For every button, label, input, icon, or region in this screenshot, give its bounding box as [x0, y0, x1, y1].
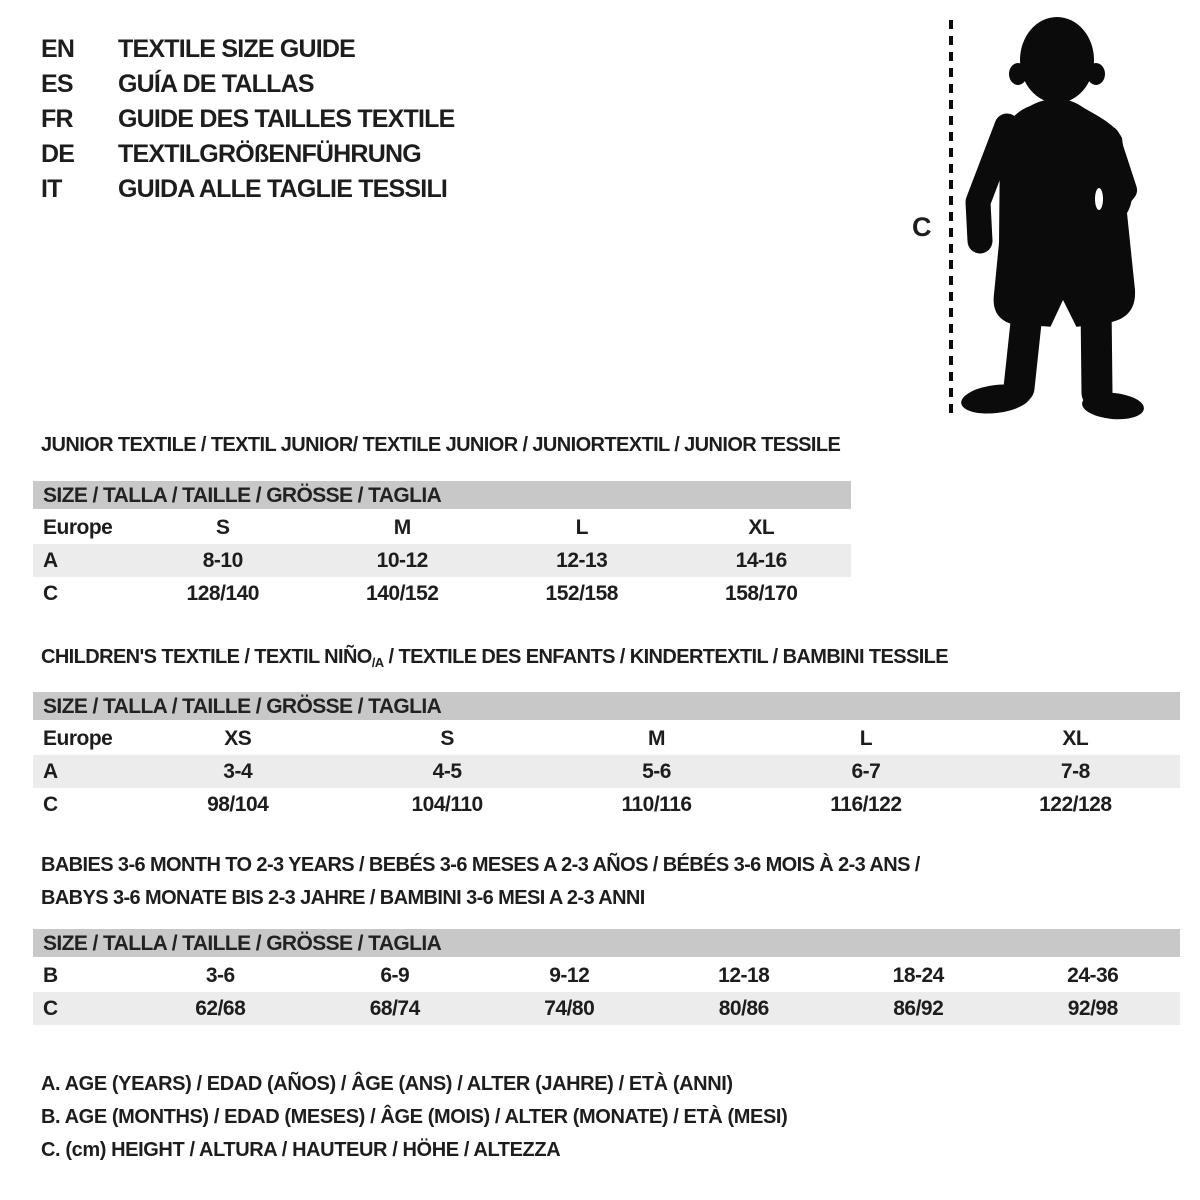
footnote-height-cm: C. (cm) HEIGHT / ALTURA / HAUTEUR / HÖHE / ALTEZZA: [41, 1139, 561, 1161]
size-header-bar: SIZE / TALLA / TAILLE / GRÖSSE / TAGLIA: [33, 692, 1180, 720]
language-code: EN: [41, 35, 75, 63]
table-row: [33, 959, 1180, 992]
table-cell: 104/110: [411, 793, 483, 816]
table-cell: 98/104: [207, 793, 269, 816]
junior-size-table: [33, 481, 851, 610]
table-row: [33, 577, 851, 610]
table-cell: 7-8: [1060, 760, 1090, 783]
table-cell: S: [215, 516, 230, 539]
language-title: GUIDE DES TAILLES TEXTILE: [118, 105, 455, 133]
row-label: A: [43, 760, 58, 783]
table-cell: 158/170: [725, 582, 798, 605]
children-size-table: [33, 692, 1180, 821]
row-label: A: [43, 549, 58, 572]
footnotes-block: [41, 1068, 787, 1167]
table-cell: 92/98: [1067, 997, 1118, 1020]
children-section-title: [41, 646, 948, 670]
table-cell: 10-12: [376, 549, 428, 572]
table-cell: XL: [748, 516, 775, 539]
table-cell: 24-36: [1067, 964, 1119, 987]
language-title: TEXTILGRÖßENFÜHRUNG: [118, 140, 421, 168]
table-cell: 18-24: [892, 964, 944, 987]
babies-title-line1: BABIES 3-6 MONTH TO 2-3 YEARS / BEBÉS 3-6 MESES A 2-3 AÑOS / BÉBÉS 3-6 MOIS À 2-3 ANS /: [41, 854, 920, 876]
language-title-block: [41, 32, 455, 207]
children-title-subscript: /A: [371, 655, 384, 670]
table-cell: XL: [1062, 727, 1089, 750]
table-cell: L: [859, 727, 873, 750]
baby-silhouette: [960, 17, 1145, 422]
table-cell: 3-4: [223, 760, 253, 783]
table-cell: 5-6: [642, 760, 671, 783]
table-cell: 12-18: [718, 964, 770, 987]
size-header-bar: SIZE / TALLA / TAILLE / GRÖSSE / TAGLIA: [33, 929, 1180, 957]
table-cell: 6-9: [380, 964, 410, 987]
table-cell: 8-10: [202, 549, 243, 572]
table-cell: 68/74: [369, 997, 420, 1020]
babies-section-title: [41, 849, 920, 915]
table-cell: M: [393, 516, 411, 539]
table-cell: 9-12: [549, 964, 590, 987]
language-row: [41, 102, 455, 137]
children-title-text: CHILDREN'S TEXTILE / TEXTIL NIÑO: [41, 646, 372, 668]
row-label: Europe: [43, 516, 113, 539]
table-cell: 152/158: [545, 582, 618, 605]
table-cell: M: [648, 727, 666, 750]
table-row: [33, 788, 1180, 821]
row-label: C: [43, 582, 58, 605]
language-row: [41, 67, 455, 102]
table-cell: 110/116: [621, 793, 692, 816]
toddler-silhouette-figure: [900, 8, 1170, 428]
table-cell: 6-7: [851, 760, 881, 783]
table-cell: S: [440, 727, 454, 750]
row-label: Europe: [43, 727, 113, 750]
row-label: C: [43, 793, 58, 816]
language-code: DE: [41, 140, 75, 168]
table-row: [33, 511, 851, 544]
footnote-age-years: A. AGE (YEARS) / EDAD (AÑOS) / ÂGE (ANS) / ALTER (JAHRE) / ETÀ (ANNI): [41, 1073, 733, 1095]
language-code: IT: [41, 175, 62, 203]
children-title-text: / TEXTILE DES ENFANTS / KINDERTEXTIL / BAMBINI TESSILE: [383, 646, 949, 668]
table-cell: L: [575, 516, 588, 539]
footnote-age-months: B. AGE (MONTHS) / EDAD (MESES) / ÂGE (MOIS) / ALTER (MONATE) / ETÀ (MESI): [41, 1106, 788, 1128]
table-cell: 4-5: [432, 760, 462, 783]
table-cell: 62/68: [195, 997, 246, 1020]
language-title: GUIDA ALLE TAGLIE TESSILI: [118, 175, 448, 203]
babies-title-line2: BABYS 3-6 MONATE BIS 2-3 JAHRE / BAMBINI 3-6 MESI A 2-3 ANNI: [41, 887, 645, 909]
table-row: [33, 755, 1180, 788]
table-cell: 14-16: [735, 549, 787, 572]
table-cell: 140/152: [366, 582, 439, 605]
table-row: [33, 992, 1180, 1025]
language-row: [41, 172, 455, 207]
language-title: GUÍA DE TALLAS: [118, 70, 314, 98]
table-row: [33, 722, 1180, 755]
table-row: [33, 544, 851, 577]
table-cell: 12-13: [556, 549, 608, 572]
table-cell: 74/80: [544, 997, 595, 1020]
language-title: TEXTILE SIZE GUIDE: [118, 35, 356, 63]
table-cell: 80/86: [718, 997, 769, 1020]
table-cell: 3-6: [205, 964, 235, 987]
language-row: [41, 137, 455, 172]
table-cell: 116/122: [830, 793, 902, 816]
language-row: [41, 32, 455, 67]
size-header-bar: SIZE / TALLA / TAILLE / GRÖSSE / TAGLIA: [33, 481, 851, 509]
table-cell: 86/92: [893, 997, 944, 1020]
row-label: B: [43, 964, 58, 987]
table-cell: 128/140: [186, 582, 259, 605]
height-measure-label: C: [912, 212, 931, 242]
language-code: FR: [41, 105, 73, 133]
junior-section-title: JUNIOR TEXTILE / TEXTIL JUNIOR/ TEXTILE JUNIOR / JUNIORTEXTIL / JUNIOR TESSILE: [41, 434, 841, 456]
table-cell: XS: [224, 727, 252, 750]
babies-size-table: [33, 929, 1180, 1025]
language-code: ES: [41, 70, 73, 98]
row-label: C: [43, 997, 58, 1020]
table-cell: 122/128: [1039, 793, 1112, 816]
